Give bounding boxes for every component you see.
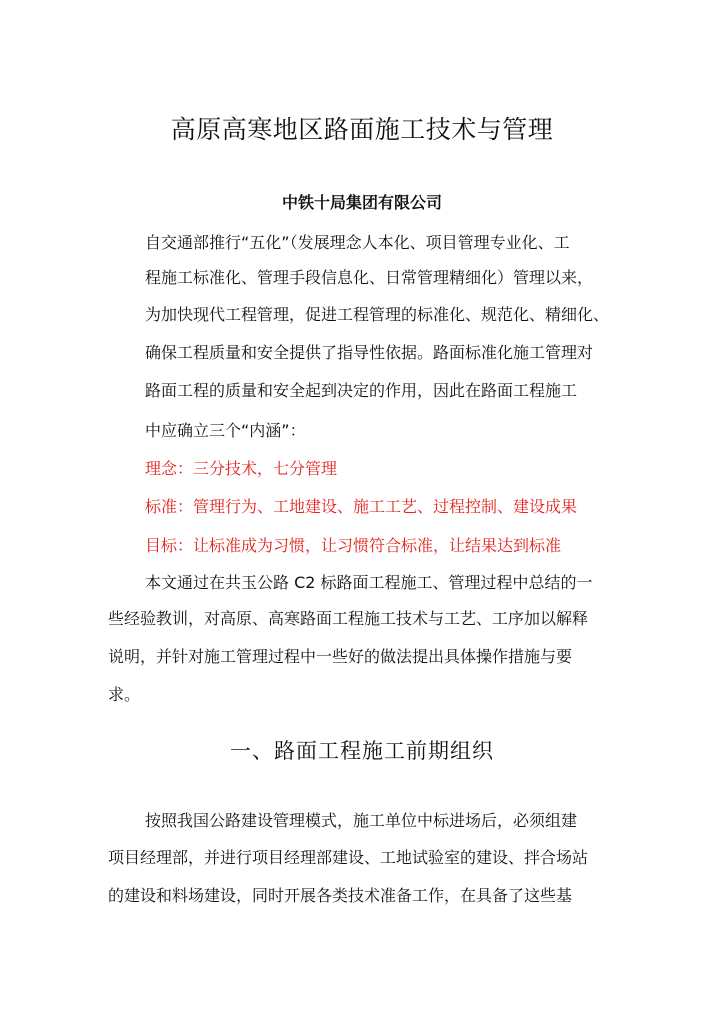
intro-line: 自交通部推行“五化”（发展理念人本化、项目管理专业化、工 <box>145 233 570 252</box>
intro-line: 路面工程的质量和安全起到决定的作用，因此在路面工程施工 <box>145 381 578 400</box>
intro-line: 为加快现代工程管理，促进工程管理的标准化、规范化、精细化、 <box>145 305 610 324</box>
summary-line: 些经验教训，对高原、高寒路面工程施工技术与工艺、工序加以解释 <box>108 609 589 628</box>
summary-line: 说明，并针对施工管理过程中一些好的做法提出具体操作措施与要 <box>108 647 573 666</box>
concept-highlight: 理念：三分技术，七分管理 <box>145 459 338 478</box>
intro-line: 程施工标准化、管理手段信息化、日常管理精细化）管理以来， <box>145 268 594 287</box>
summary-line: 求。 <box>108 685 141 704</box>
intro-line: 中应确立三个“内涵”： <box>145 421 306 440</box>
goal-highlight: 目标：让标准成为习惯，让习惯符合标准，让结果达到标准 <box>145 536 562 555</box>
section-1-line: 的建设和料场建设，同时开展各类技术准备工作，在具备了这些基 <box>108 886 573 905</box>
summary-line: 本文通过在共玉公路 C2 标路面工程施工、管理过程中总结的一 <box>145 573 593 592</box>
section-1-heading: 一、路面工程施工前期组织 <box>230 739 494 763</box>
section-1-line: 按照我国公路建设管理模式，施工单位中标进场后，必须组建 <box>145 811 578 830</box>
organization-name: 中铁十局集团有限公司 <box>281 193 442 212</box>
section-1-line: 项目经理部，并进行项目经理部建设、工地试验室的建设、拌合场站 <box>108 848 589 867</box>
intro-line: 确保工程质量和安全提供了指导性依据。路面标准化施工管理对 <box>145 343 594 362</box>
document-title: 高原高寒地区路面施工技术与管理 <box>170 115 554 144</box>
standard-highlight: 标准：管理行为、工地建设、施工工艺、过程控制、建设成果 <box>145 497 578 516</box>
